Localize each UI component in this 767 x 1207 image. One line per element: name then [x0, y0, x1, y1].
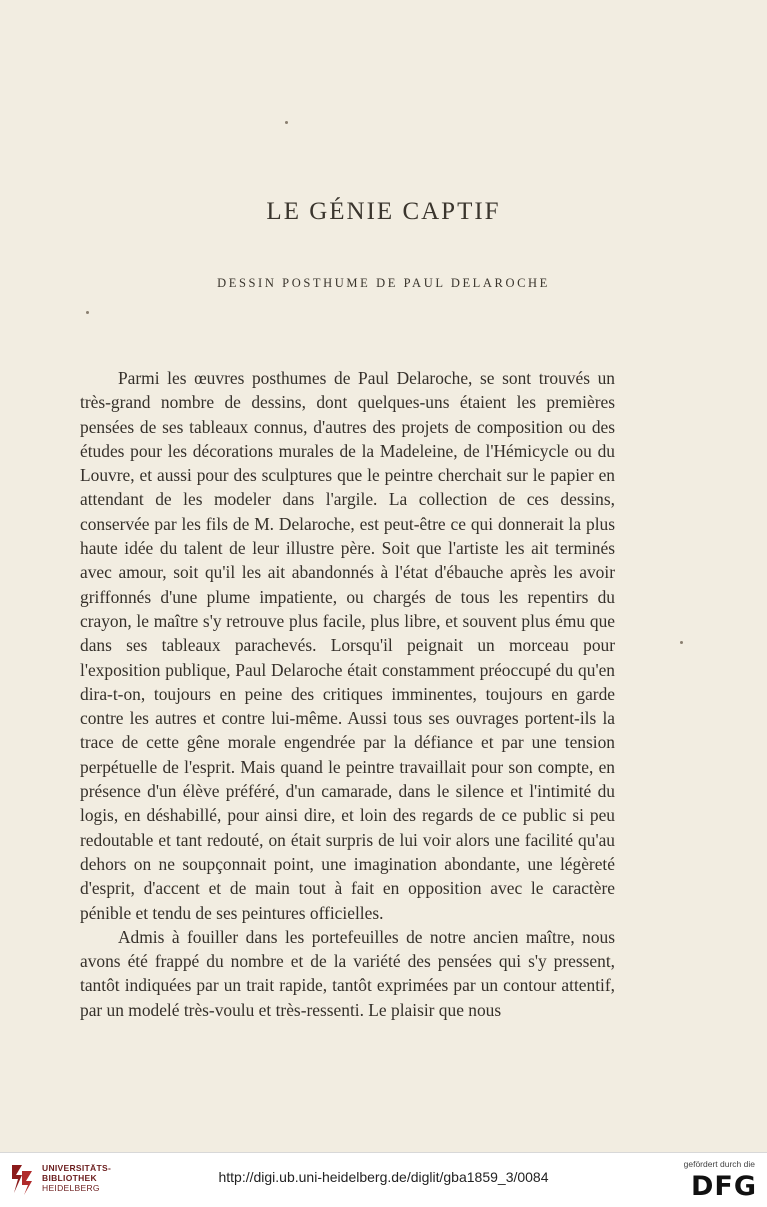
speck — [680, 641, 683, 644]
speck — [86, 311, 89, 314]
paragraph: Parmi les œuvres posthumes de Paul Delaroche, se sont trouvés un très-grand nombre de dessins, dont quelques-uns étaient les premières pensées de ses tableaux connus, d'autres des projets de composition ou des études pour les décorations murales de la Madeleine, de l'Hémicycle ou du Louvre, et aussi pour des sculptures que le peintre cherchait sur le papier en attendant de les modeler dans l'argile. La collection de ces dessins, conservée par les fils de M. Delaroche, est peut-être ce qui donnerait la plus haute idée du talent de leur illustre père. Soit que l'artiste les ait terminés avec amour, soit qu'il les ait abandonnés à l'état d'ébauche après les avoir griffonnés d'une plume impatiente, ou chargés de tous les repentirs du crayon, le maître s'y retrouve plus facile, plus libre, et souvent plus ému que dans ses tableaux parachevés. Lorsqu'il peignait un morceau pour l'exposition publique, Paul Delaroche était constamment préoccupé du qu'en dira-t-on, toujours en peine des critiques imminentes, toujours en garde contre les autres et contre lui-même. Aussi tous ses ouvrages portent-ils la trace de cette gêne morale engendrée par la défiance et par une tension perpétuelle de l'esprit. Mais quand le peintre travaillait pour son compte, en présence d'un élève préféré, d'un camarade, dans le silence et l'intimité du logis, en déshabillé, pour ainsi dire, et loin des regards de ce public si peu redoutable et tant redouté, on était surpris de lui voir alors une facilité qu'au dehors on ne soupçonnait point, une imagination abondante, une légèreté d'esprit, d'accent et de main tout à fait en opposition avec le caractère pénible et tendu de ses peintures officielles. — [80, 368, 615, 923]
viewer-footer — [0, 1152, 767, 1207]
permalink-url[interactable]: http://digi.ub.uni-heidelberg.de/diglit/gba1859_3/0084 — [218, 1169, 549, 1185]
page-subtitle: DESSIN POSTHUME DE PAUL DELAROCHE — [217, 276, 550, 290]
paragraph: Admis à fouiller dans les portefeuilles de notre ancien maître, nous avons été frappé du nombre et de la variété des pensées qui s'y pressent, tantôt indiquées par un trait rapide, tantôt exprimées par un contour attentif, par un modelé très-voulu et très-ressenti. Le plaisir que nous — [80, 926, 615, 1020]
speck — [285, 121, 288, 124]
dfg-logo[interactable]: DFG — [690, 1171, 757, 1202]
library-name[interactable]: UNIVERSITÄTS- BIBLIOTHEK HEIDELBERG — [42, 1163, 112, 1193]
article-body — [80, 366, 615, 1022]
funded-by-label: gefördert durch die — [683, 1159, 755, 1169]
page-title: LE GÉNIE CAPTIF — [266, 198, 501, 225]
